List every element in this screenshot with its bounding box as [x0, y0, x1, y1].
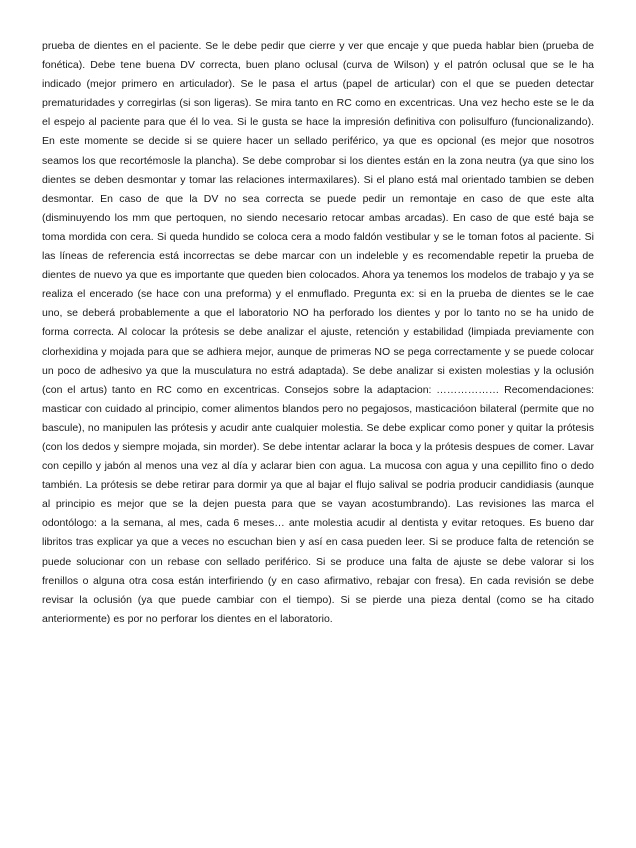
body-paragraph: prueba de dientes en el paciente. Se le debe pedir que cierre y ver que encaje y que pueda hablar bien (prueba de fonética). Debe tene buena DV correcta, buen plano oclusal (curva de Wilson) y el patrón oclusal que se le ha indicado (mejor primero en articulador). Se le pasa el artus (papel de articular) con el que se pueden detectar prematuridades y corregirlas (si son ligeras). Se mira tanto en RC como en excentricas. Una vez hecho este se le da el espejo al paciente para que él lo vea. Si le gusta se hace la impresión definitiva con polisulfuro (funcionalizando). En este momente se decide si se quiere hacer un sellado periférico, ya que es opcional (es mejor que nosotros seamos los que recortémosle la plancha). Se debe comprobar si los dientes están en la zona neutra (ya que sino los dientes se deben desmontar y tomar las relaciones intermaxilares). Si el plano está mal orientado tambien se deben desmontar. En caso de que la DV no sea correcta se puede pedir un remontaje en caso de que este alta (disminuyendo los mm que pertoquen, no siendo necesario retocar ambas arcadas). En caso de que esté baja se toma mordida con cera. Si queda hundido se coloca cera a modo faldón vestibular y se le toman fotos al paciente. Si las líneas de referencia está incorrectas se debe marcar con un indeleble y es recomendable repetir la prueba de dientes de nuevo ya que es importante que queden bien colocados. Ahora ya tenemos los modelos de trabajo y ya se realiza el encerado (se hace con una preforma) y el enmuflado. Pregunta ex: si en la prueba de dientes se le cae uno, se deberá probablemente a que el laboratorio NO ha perforado los dientes y por lo tanto no se ha unido de forma correcta. Al colocar la prótesis se debe analizar el ajuste, retención y estabilidad (limpiada previamente con clorhexidina y mojada para que se adhiera mejor, aunque de primeras NO se pega correctamente y se puede colocar un poco de adhesivo ya que la musculatura no estrá adaptada). Se debe analizar si existen molestias y la oclusión (con el artus) tanto en RC como en excentricas. Consejos sobre la adaptacion: ……………… Recomendaciones: masticar con cuidado al principio, comer alimentos blandos pero no pegajosos, masticacióon bilateral (permite que no bascule), no manipulen las prótesis y acudir ante cualquier molestia. Se debe explicar como poner y quitar la prótesis (con los dedos y siempre mojada, sin morder). Se debe intentar aclarar la boca y la prótesis despues de comer. Lavar con cepillo y jabón al menos una vez al día y aclarar bien con agua. La mucosa con agua y una cepillito fino o dedo también. La prótesis se debe retirar para dormir ya que al bajar el flujo salival se podria producir candidiasis (aunque al principio es mejor que se la dejen puesta para que se vayan acostumbrando). Las revisiones las marca el odontólogo: a la semana, al mes, cada 6 meses… ante molestia acudir al dentista y evitar retoques. Es bueno dar libritos tras explicar ya que a veces no escuchan bien y así en casa pueden leer. Si se produce falta de retención se puede solucionar con un rebase con sellado periférico. Si se produce una falta de ajuste se debe valorar si los frenillos o alguna otra cosa están interfiriendo (y en caso afirmativo, rebajar con fresa). En cada revisión se debe revisar la oclusión (ya que puede cambiar con el tiempo). Si se pierde una pieza dental (como se ha citado anteriormente) es por no perforar los dientes en el laboratorio. — [42, 40, 594, 625]
document-page — [42, 37, 594, 629]
